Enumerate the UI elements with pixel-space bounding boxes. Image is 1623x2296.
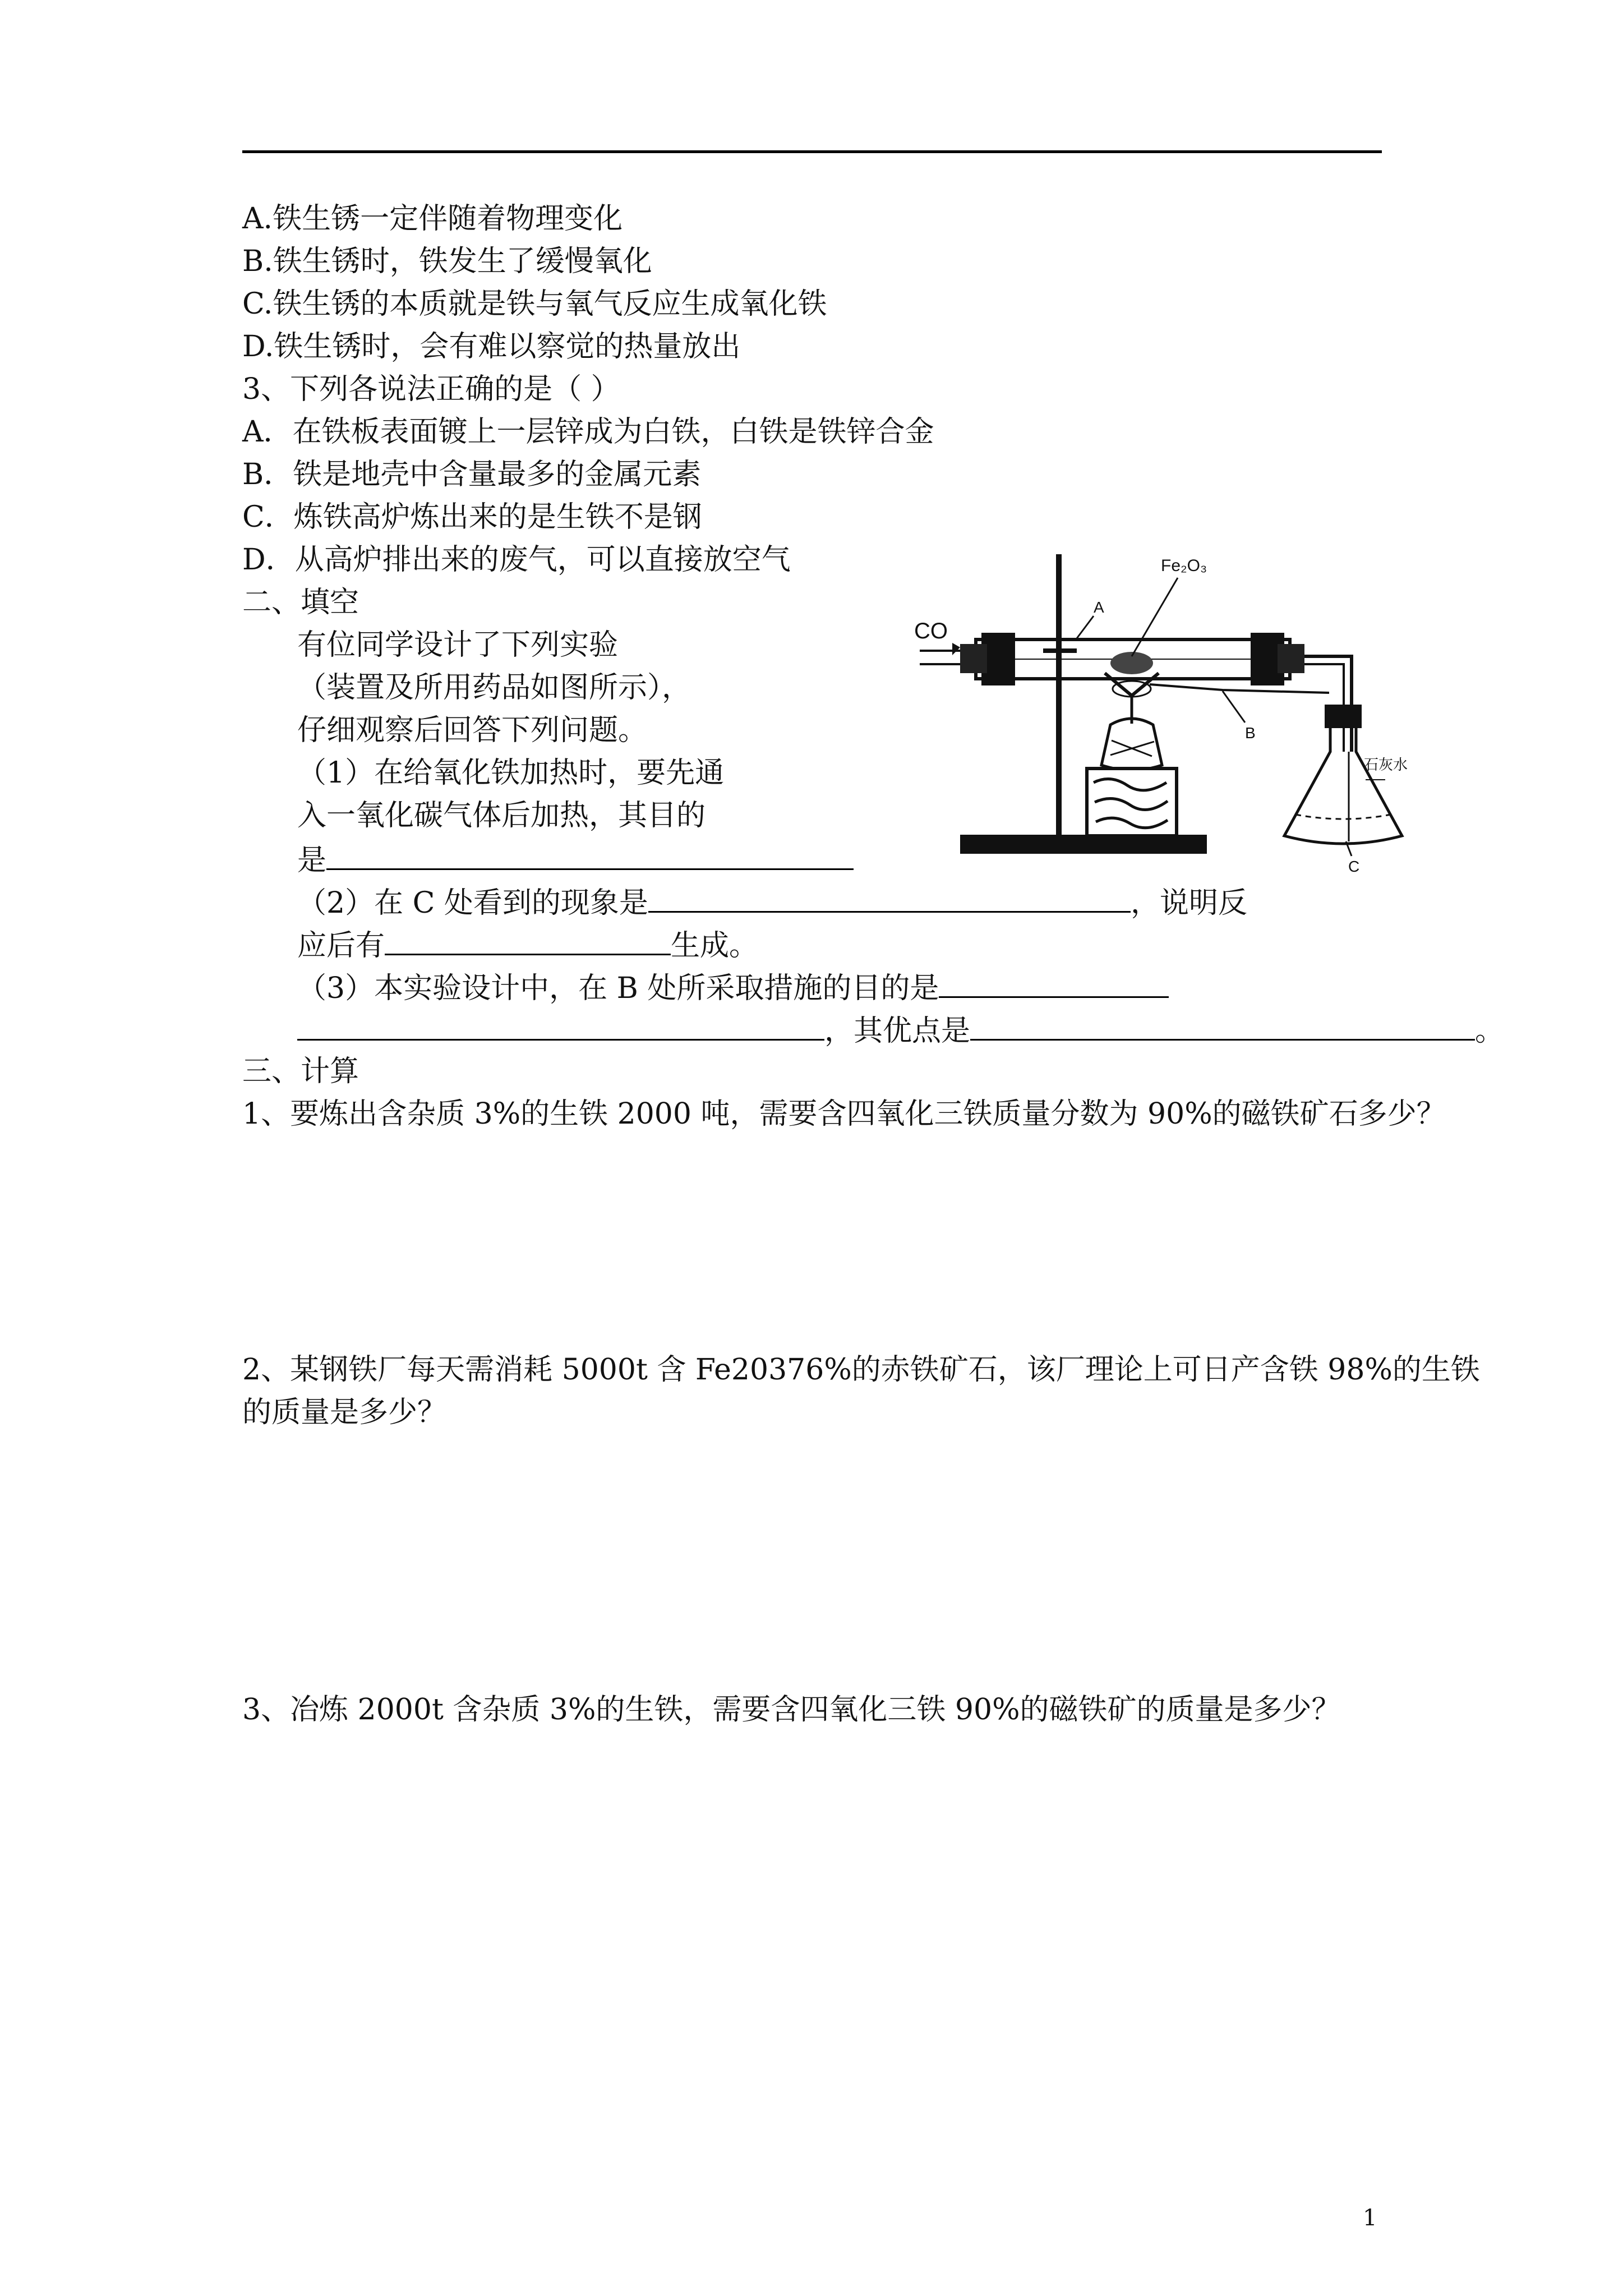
s2-q1-line2: 入一氧化碳气体后加热，其目的: [297, 799, 706, 832]
q2-option-b: B.铁生锈时，铁发生了缓慢氧化: [242, 245, 652, 278]
limewater-label: 石灰水: [1364, 756, 1408, 773]
s2-q3-line1: [297, 968, 1169, 1006]
s2-q1-line3-text: 是: [297, 844, 327, 877]
section2-intro-2: （装置及所用药品如图所示），: [297, 671, 691, 705]
answer-blank-1[interactable]: [326, 840, 854, 870]
experiment-apparatus-diagram: [909, 544, 1413, 881]
s2-q2-text-a: （2）在 C 处看到的现象是: [297, 886, 648, 920]
stand-base: [960, 835, 1207, 854]
s3-question-2-line2: 的质量是多少？: [242, 1396, 447, 1429]
s2-q1-line3: [297, 840, 854, 878]
label-c: C: [1348, 858, 1360, 875]
s3-question-3: 3、冶炼 2000t 含杂质 3%的生铁，需要含四氧化三铁 90%的磁铁矿的质量是多少？: [242, 1693, 1341, 1727]
answer-blank-5[interactable]: [297, 1011, 824, 1041]
s2-q2-text-b: ，说明反: [1130, 886, 1247, 920]
s2-q3-text-b: ，其优点是: [824, 1014, 971, 1048]
s3-question-1: 1、要炼出含杂质 3%的生铁 2000 吨，需要含四氧化三铁质量分数为 90%的磁铁矿石多少？: [242, 1097, 1446, 1131]
label-a: A: [1094, 599, 1104, 616]
answer-blank-4[interactable]: [939, 968, 1169, 998]
q3-stem: 3、下列各说法正确的是（ ）: [242, 372, 620, 406]
s2-q3-text-a: （3）本实验设计中，在 B 处所采取措施的目的是: [297, 972, 939, 1005]
fe2o3-label: Fe₂O₃: [1161, 556, 1207, 575]
section2-intro-3: 仔细观察后回答下列问题。: [297, 714, 648, 747]
answer-blank-6[interactable]: [970, 1011, 1475, 1041]
q2-option-c: C.铁生锈的本质就是铁与氧气反应生成氧化铁: [242, 287, 827, 321]
s2-q2-text-c: 应后有: [297, 929, 385, 963]
q2-option-a: A.铁生锈一定伴随着物理变化: [242, 202, 623, 236]
q3-option-a: A．在铁板表面镀上一层锌成为白铁，白铁是铁锌合金: [242, 415, 934, 449]
section2-intro-1: 有位同学设计了下列实验: [297, 628, 619, 662]
s2-q3-text-end: 。: [1475, 1014, 1505, 1048]
s2-q2-line2: [297, 926, 758, 964]
header-rule: [242, 150, 1382, 153]
s2-q3-line2: [297, 1011, 1504, 1049]
label-b: B: [1245, 724, 1256, 742]
answer-blank-2[interactable]: [648, 883, 1131, 913]
q3-option-c: C．炼铁高炉炼出来的是生铁不是钢: [242, 500, 702, 534]
s2-q2-text-d: 生成。: [671, 929, 759, 963]
section2-heading: 二、填空: [242, 586, 359, 619]
s2-q1-line1: （1）在给氧化铁加热时，要先通: [297, 756, 725, 790]
s3-question-2-line1: 2、某钢铁厂每天需消耗 5000t 含 Fe20376%的赤铁矿石，该厂理论上可日产含铁 98%的生铁: [242, 1353, 1480, 1387]
q3-option-b: B．铁是地壳中含量最多的金属元素: [242, 458, 702, 491]
co-label: CO: [914, 619, 948, 643]
page-number: 1: [1363, 2205, 1377, 2231]
answer-blank-3[interactable]: [385, 926, 671, 955]
section3-heading: 三、计算: [242, 1055, 359, 1088]
q3-option-d: D．从高炉排出来的废气，可以直接放空气: [242, 543, 791, 577]
q2-option-d: D.铁生锈时，会有难以察觉的热量放出: [242, 330, 741, 364]
s2-q2-line1: [297, 883, 1247, 921]
